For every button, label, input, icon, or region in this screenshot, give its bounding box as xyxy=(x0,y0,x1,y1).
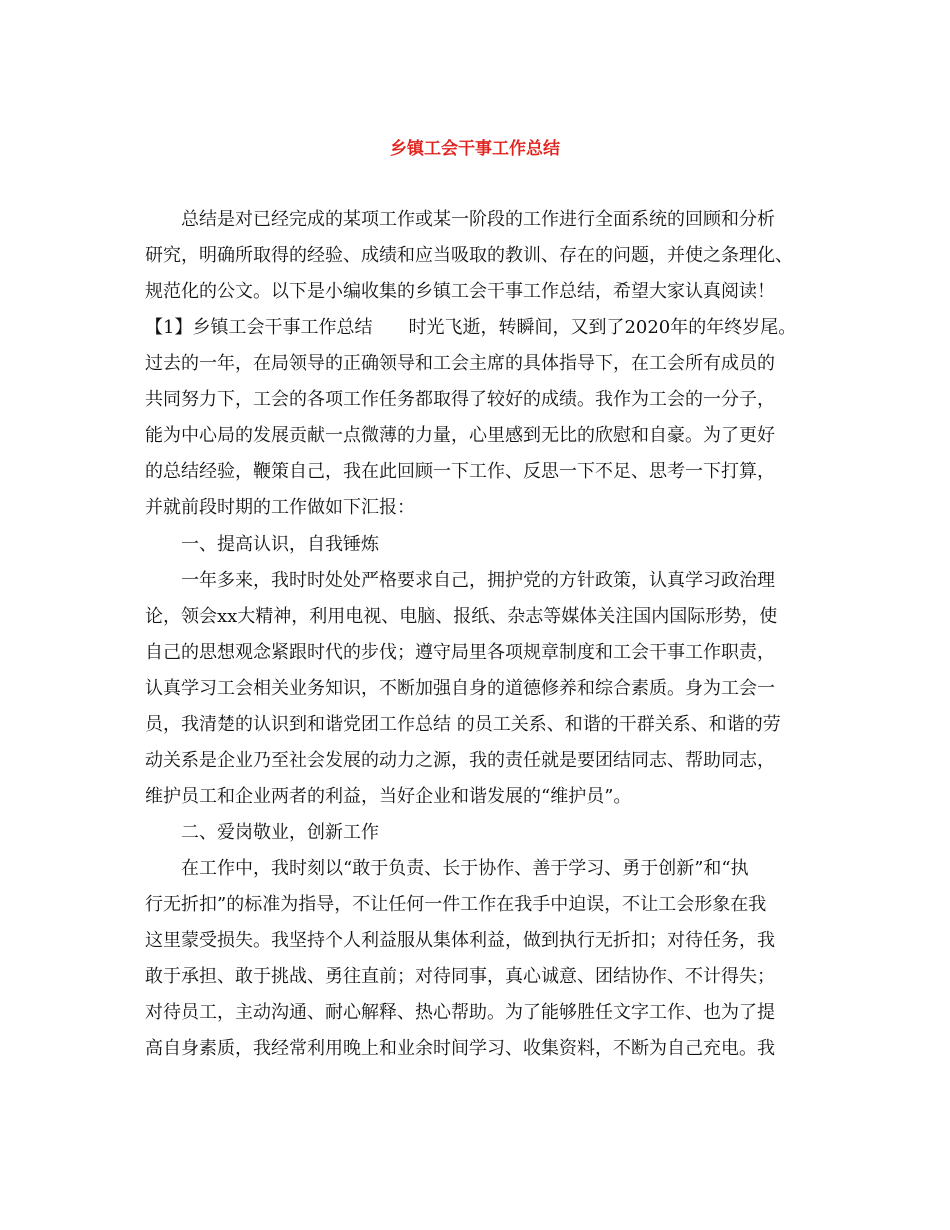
paragraph-line: 行无折扣”的标准为指导，不让任何一件工作在我手中迫误，不让工会形象在我 xyxy=(145,894,767,915)
paragraph-line: 维护员工和企业两者的利益，当好企业和谐发展的“维护员”。 xyxy=(145,786,632,807)
paragraph-line: 研究，明确所取得的经验、成绩和应当吸取的教训、存在的问题，并使之条理化、 xyxy=(145,245,793,266)
paragraph-line: 【1】乡镇工会干事工作总结 时光飞逝，转瞬间，又到了2020年的年终岁尾。 xyxy=(145,317,797,338)
paragraph-line: 敢于承担、敢于挑战、勇往直前；对待同事，真心诚意、团结协作、不计得失； xyxy=(145,966,775,987)
paragraph-line: 一年多来，我时时处处严格要求自己，拥护党的方针政策，认真学习政治理 xyxy=(181,570,775,591)
paragraph-line: 论，领会xx大精神，利用电视、电脑、报纸、杂志等媒体关注国内国际形势，使 xyxy=(145,606,778,627)
paragraph-line: 规范化的公文。以下是小编收集的乡镇工会干事工作总结，希望大家认真阅读！ xyxy=(145,281,775,302)
paragraph-line: 员，我清楚的认识到和谐党团工作总结 的员工关系、和谐的干群关系、和谐的劳 xyxy=(145,714,781,735)
section-heading: 二、爱岗敬业，创新工作 xyxy=(181,822,379,843)
paragraph-line: 认真学习工会相关业务知识，不断加强自身的道德修养和综合素质。身为工会一 xyxy=(145,678,775,699)
paragraph-line: 自己的思想观念紧跟时代的步伐；遵守局里各项规章制度和工会干事工作职责， xyxy=(145,642,775,663)
paragraph-line: 总结是对已经完成的某项工作或某一阶段的工作进行全面系统的回顾和分析 xyxy=(181,209,775,230)
paragraph-line: 高自身素质，我经常利用晚上和业余时间学习、收集资料，不断为自己充电。我 xyxy=(145,1038,775,1059)
paragraph-line: 过去的一年，在局领导的正确领导和工会主席的具体指导下，在工会所有成员的 xyxy=(145,353,775,374)
paragraph-line: 能为中心局的发展贡献一点微薄的力量，心里感到无比的欣慰和自豪。为了更好 xyxy=(145,425,775,446)
paragraph-line: 并就前段时期的工作做如下汇报： xyxy=(145,497,415,518)
paragraph-line: 这里蒙受损失。我坚持个人利益服从集体利益，做到执行无折扣；对待任务，我 xyxy=(145,930,775,951)
paragraph-line: 共同努力下，工会的各项工作任务都取得了较好的成绩。我作为工会的一分子， xyxy=(145,389,775,410)
section-heading: 一、提高认识，自我锤炼 xyxy=(181,534,379,555)
paragraph-line: 的总结经验，鞭策自己，我在此回顾一下工作、反思一下不足、思考一下打算， xyxy=(145,461,775,482)
paragraph-line: 对待员工，主动沟通、耐心解释、热心帮助。为了能够胜任文字工作、也为了提 xyxy=(145,1002,775,1023)
document-title: 乡镇工会干事工作总结 xyxy=(390,139,560,159)
paragraph-line: 在工作中，我时刻以“敢于负责、长于协作、善于学习、勇于创新”和“执 xyxy=(181,858,749,879)
paragraph-line: 动关系是企业乃至社会发展的动力之源，我的责任就是要团结同志、帮助同志， xyxy=(145,750,775,771)
